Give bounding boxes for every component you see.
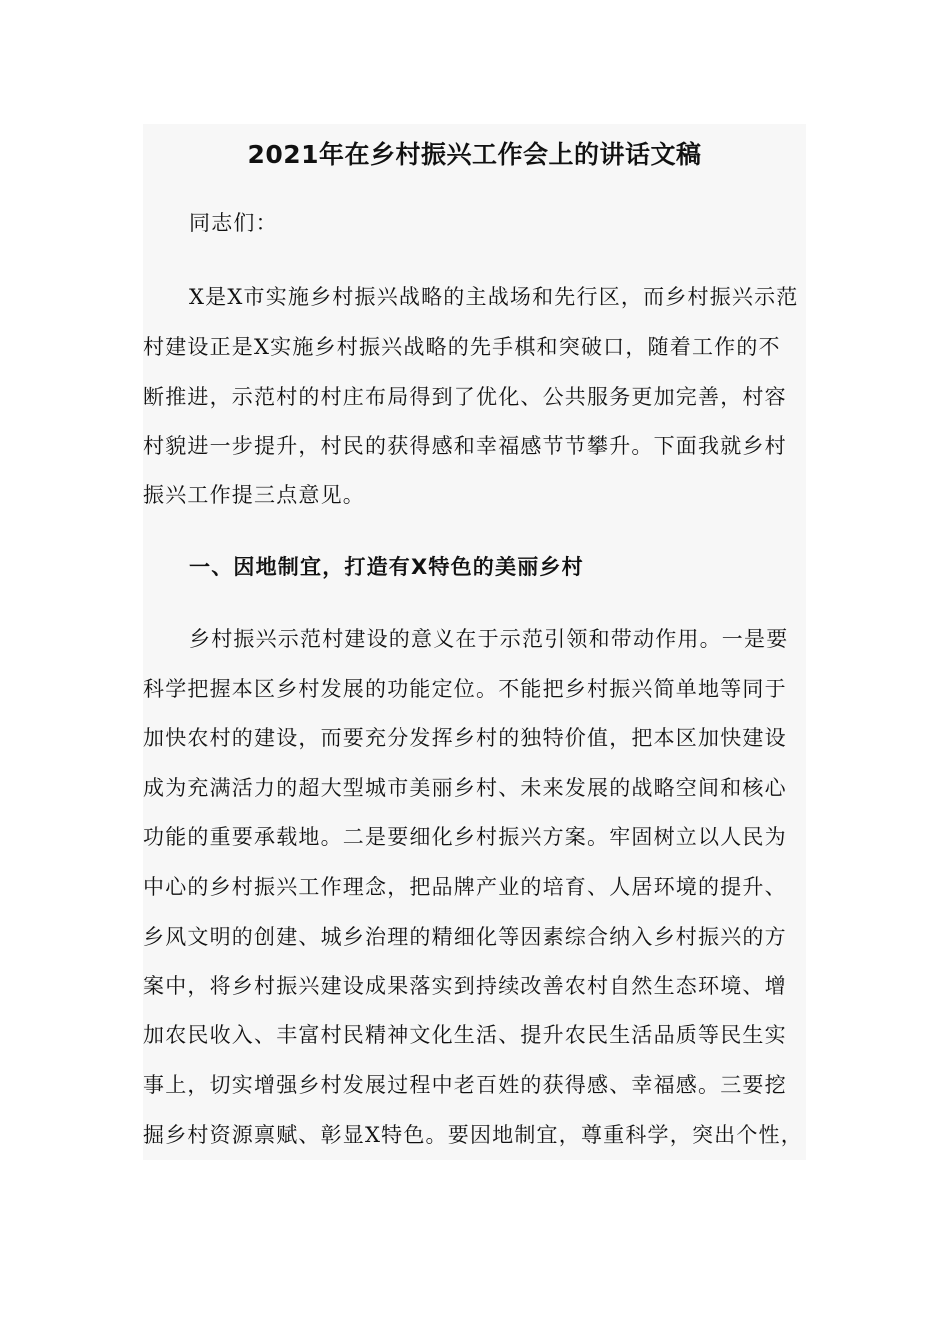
intro-line: X是X市实施乡村振兴战略的主战场和先行区，而乡村振兴示范 — [189, 285, 799, 309]
section-line: 乡风文明的创建、城乡治理的精细化等因素综合纳入乡村振兴的方 — [143, 925, 787, 949]
intro-line: 振兴工作提三点意见。 — [143, 483, 365, 507]
intro-line: 断推进，示范村的村庄布局得到了优化、公共服务更加完善，村容 — [143, 385, 787, 409]
section-line: 成为充满活力的超大型城市美丽乡村、未来发展的战略空间和核心 — [143, 776, 787, 800]
section-line: 掘乡村资源禀赋、彰显X特色。要因地制宜，尊重科学，突出个性， — [143, 1123, 803, 1147]
salutation: 同志们： — [189, 211, 278, 235]
document-title: 2021年在乡村振兴工作会上的讲话文稿 — [247, 140, 702, 169]
section-line: 中心的乡村振兴工作理念，把品牌产业的培育、人居环境的提升、 — [143, 875, 787, 899]
document-body — [143, 124, 806, 1160]
intro-line: 村建设正是X实施乡村振兴战略的先手棋和突破口，随着工作的不 — [143, 335, 781, 359]
section-heading: 一、因地制宜，打造有X特色的美丽乡村 — [189, 555, 584, 579]
section-line: 加农民收入、丰富村民精神文化生活、提升农民生活品质等民生实 — [143, 1023, 787, 1047]
section-line: 功能的重要承载地。二是要细化乡村振兴方案。牢固树立以人民为 — [143, 825, 787, 849]
section-line: 科学把握本区乡村发展的功能定位。不能把乡村振兴简单地等同于 — [143, 677, 787, 701]
section-line: 乡村振兴示范村建设的意义在于示范引领和带动作用。一是要 — [189, 627, 789, 651]
intro-line: 村貌进一步提升，村民的获得感和幸福感节节攀升。下面我就乡村 — [143, 434, 787, 458]
section-line: 案中，将乡村振兴建设成果落实到持续改善农村自然生态环境、增 — [143, 974, 787, 998]
section-line: 加快农村的建设，而要充分发挥乡村的独特价值，把本区加快建设 — [143, 726, 787, 750]
section-line: 事上，切实增强乡村发展过程中老百姓的获得感、幸福感。三要挖 — [143, 1073, 787, 1097]
